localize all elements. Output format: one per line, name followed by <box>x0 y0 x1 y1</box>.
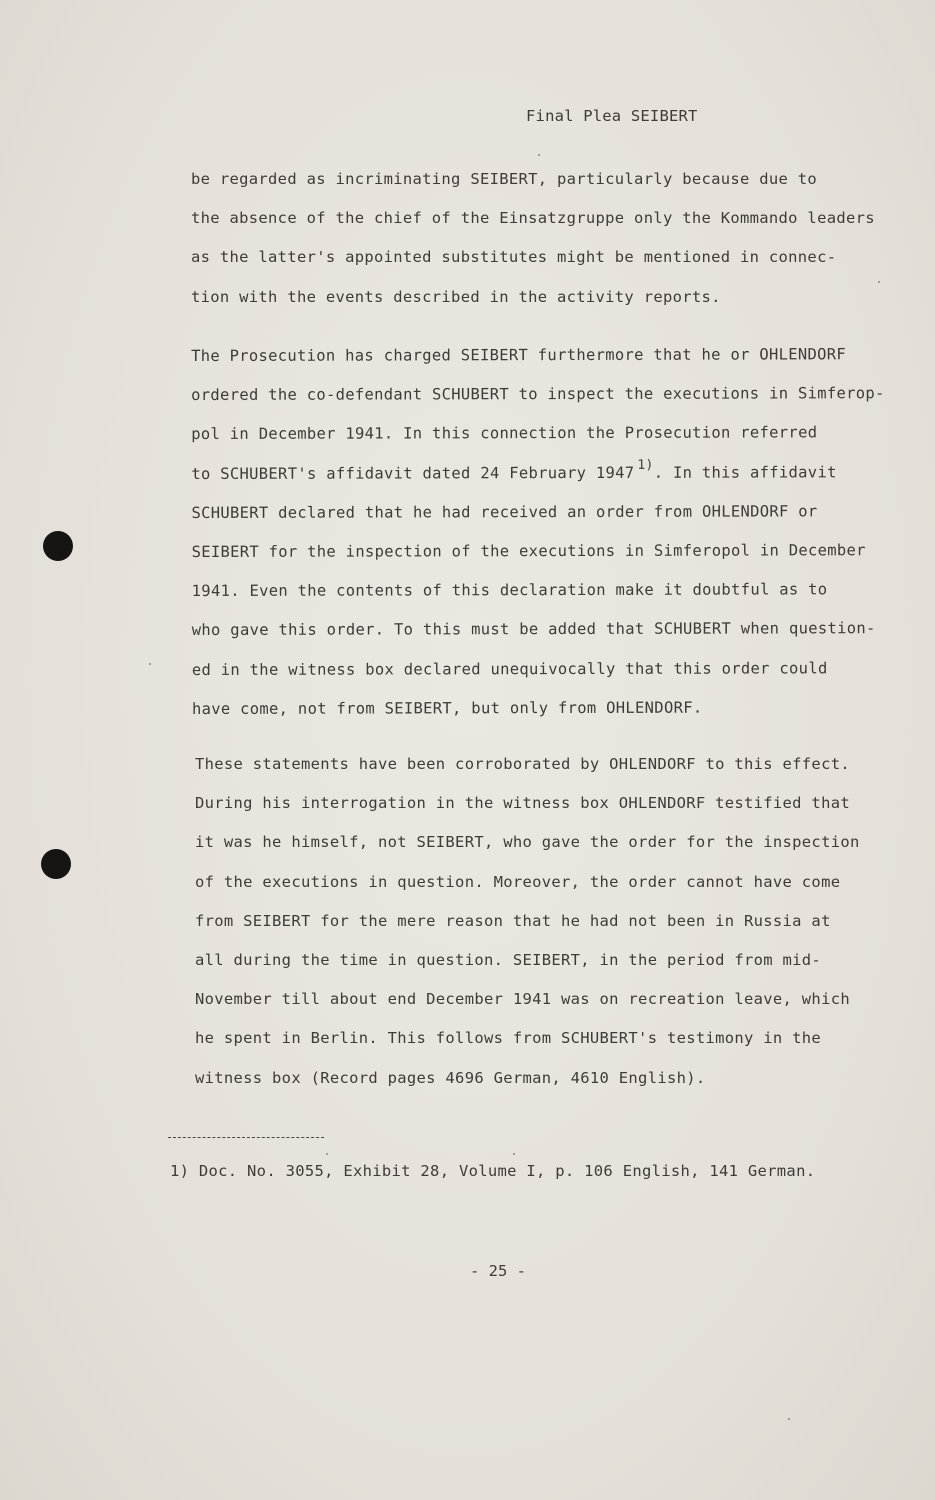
text-line-with-footnote-ref <box>191 453 891 494</box>
text-line: These statements have been corroborated by OHLENDORF to this effect. <box>195 755 850 773</box>
text-line: have come, not from SEIBERT, but only from OHLENDORF. <box>191 698 703 718</box>
text-line: During his interrogation in the witness box OHLENDORF testified that <box>195 794 850 813</box>
text-line: The Prosecution has charged SEIBERT furthermore that he or OHLENDORF <box>191 345 847 365</box>
text-line: tion with the events described in the activity reports. <box>191 287 721 306</box>
text-line: all during the time in question. SEIBERT, in the period from mid- <box>195 950 822 969</box>
paper-speck <box>788 1418 790 1420</box>
text-line: 1941. Even the contents of this declaration make it doubtful as to <box>191 580 828 601</box>
paper-speck <box>149 663 151 665</box>
footnote-reference: 1) <box>637 457 654 473</box>
text-line: be regarded as incriminating SEIBERT, particularly because due to <box>191 170 818 188</box>
punch-hole-top <box>43 531 73 561</box>
text-segment: . In this affidavit <box>653 462 837 482</box>
text-line: from SEIBERT for the mere reason that he had not been in Russia at <box>195 911 831 930</box>
text-line: ordered the co-defendant SCHUBERT to inspect the executions in Simferop- <box>191 384 885 405</box>
text-segment: to SCHUBERT's affidavit dated 24 February 1947 <box>191 463 635 483</box>
paragraph-1 <box>191 160 891 317</box>
text-line: November till about end December 1941 was on recreation leave, which <box>195 990 850 1009</box>
text-line: as the latter's appointed substitutes might be mentioned in connec- <box>191 248 837 267</box>
text-line: the absence of the chief of the Einsatzgruppe only the Kommando leaders <box>191 209 875 228</box>
text-line: he spent in Berlin. This follows from SCHUBERT's testimony in the <box>195 1029 822 1048</box>
text-line: ed in the witness box declared unequivocally that this order could <box>191 658 828 679</box>
text-line: SEIBERT for the inspection of the executions in Simferopol in December <box>191 541 866 561</box>
paragraph-3 <box>195 745 895 1098</box>
text-line: it was he himself, not SEIBERT, who gave the order for the inspection <box>195 833 860 852</box>
paper-speck <box>878 281 880 283</box>
paper-speck <box>326 1153 328 1155</box>
punch-hole-bottom <box>41 849 71 879</box>
footnote-separator <box>168 1137 324 1138</box>
paper-speck <box>538 154 540 156</box>
text-line: SCHUBERT declared that he had received an order from OHLENDORF or <box>191 502 818 522</box>
footnote: 1) Doc. No. 3055, Exhibit 28, Volume I, p. 106 English, 141 German. <box>170 1162 816 1180</box>
text-line: of the executions in question. Moreover, the order cannot have come <box>195 872 841 891</box>
page-header: Final Plea SEIBERT <box>526 107 698 125</box>
text-line: witness box (Record pages 4696 German, 4610 English). <box>195 1068 706 1087</box>
text-line: who gave this order. To this must be added that SCHUBERT when question- <box>191 619 876 640</box>
paragraph-2 <box>191 335 892 729</box>
page-number: - 25 - <box>470 1262 526 1280</box>
paper-speck <box>513 1153 515 1155</box>
text-line: pol in December 1941. In this connection the Prosecution referred <box>191 423 818 444</box>
